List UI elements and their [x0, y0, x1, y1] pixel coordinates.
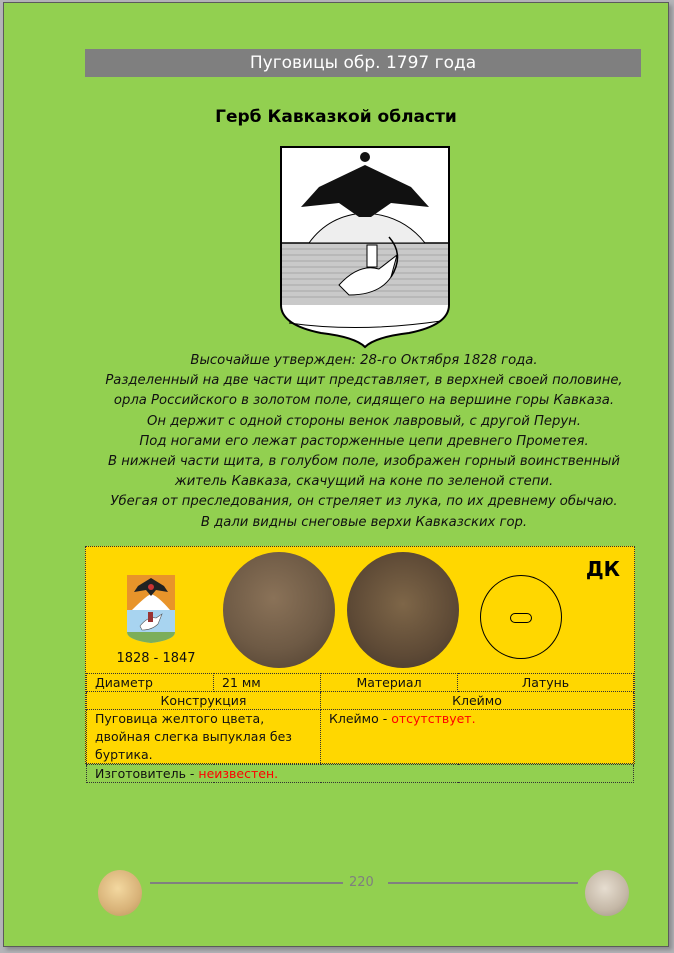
footer-divider-right — [388, 882, 578, 884]
maker-value: неизвестен. — [198, 766, 279, 781]
description-line: орла Российского в золотом поле, сидящего на вершине горы Кавказа. — [113, 393, 615, 409]
button-images — [86, 547, 634, 673]
diameter-value: 21 мм — [214, 674, 321, 692]
material-label: Материал — [321, 674, 458, 692]
button-card — [85, 546, 635, 781]
button-front-photo — [223, 552, 335, 668]
description-line: житель Кавказа, скачущий на коне по зеленой степи. — [174, 474, 554, 490]
footer-monogram-button-icon — [585, 870, 629, 916]
description-line: Под ногами его лежат расторженные цепи древнего Прометея. — [139, 433, 589, 449]
button-code: ДК — [585, 557, 620, 581]
description — [64, 351, 664, 533]
mark-label: Клеймо — [321, 692, 634, 710]
material-value: Латунь — [458, 674, 634, 692]
button-back-photo — [347, 552, 459, 668]
table-row — [87, 765, 634, 783]
specs-table — [86, 673, 634, 783]
maker-text — [87, 765, 634, 783]
description-line: Убегая от преследования, он стреляет из лука, по их древнему обычаю. — [110, 494, 618, 510]
page-header-title: Пуговицы обр. 1797 года — [85, 49, 641, 77]
table-row — [87, 674, 634, 692]
footer-eagle-button-icon — [98, 870, 142, 916]
page — [3, 2, 669, 947]
description-line: Он держит с одной стороны венок лавровый, с другой Перун. — [147, 413, 581, 429]
mark-value: отсутствует. — [391, 711, 476, 726]
coat-of-arms-caucasus-image — [279, 145, 451, 349]
diameter-label: Диаметр — [87, 674, 214, 692]
table-row — [87, 692, 634, 710]
mark-text — [321, 710, 634, 765]
section-heading: Герб Кавказкой области — [215, 107, 457, 127]
footer-divider-left — [150, 882, 343, 884]
mark-prefix: Клеймо - — [329, 711, 392, 726]
description-line: В дали видны снеговые верхи Кавказских гор. — [200, 514, 528, 530]
shank-slot-icon — [510, 613, 532, 623]
description-line: Разделенный на две части щит представляет, в верхней своей половине, — [105, 373, 623, 389]
button-schematic-icon — [480, 575, 562, 659]
page-number: 220 — [349, 875, 374, 890]
description-line: В нижней части щита, в голубом поле, изображен горный воинственный — [108, 454, 620, 470]
description-line: Высочайше утвержден: 28-го Октября 1828 года. — [190, 353, 538, 368]
years-label: 1828 - 1847 — [116, 651, 196, 666]
color-coat-of-arms-icon — [126, 574, 176, 644]
construction-text: Пуговица желтого цвета, двойная слегка выпуклая без буртика. — [87, 710, 321, 765]
table-row — [87, 710, 634, 765]
construction-label: Конструкция — [87, 692, 321, 710]
maker-prefix: Изготовитель - — [95, 766, 199, 781]
